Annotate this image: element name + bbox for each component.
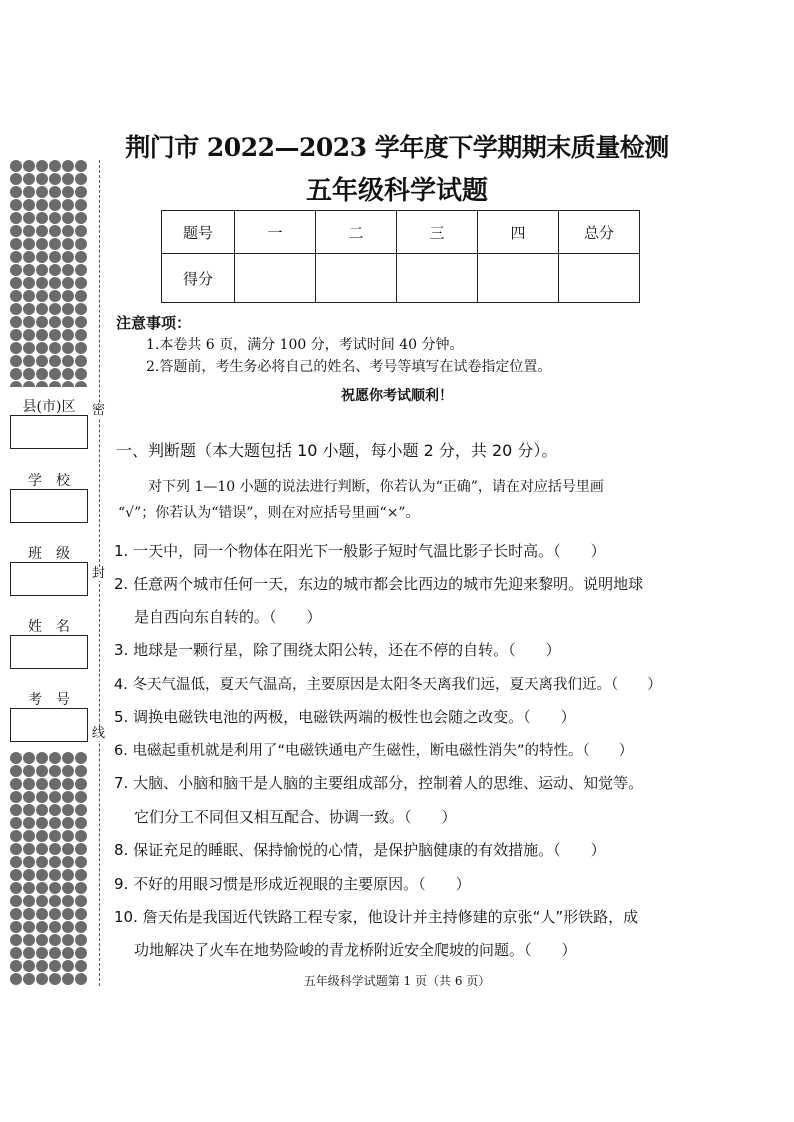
field-label-school: 学 校 (28, 473, 70, 489)
seal-char-xian: 线 (92, 726, 106, 741)
binding-dot (75, 303, 87, 315)
binding-dot (49, 908, 61, 920)
name-field[interactable] (10, 635, 88, 669)
binding-dot (23, 290, 35, 302)
binding-dot (36, 843, 48, 855)
binding-dot (23, 921, 35, 933)
binding-dot (36, 882, 48, 894)
seal-char-feng: 封 (92, 566, 106, 581)
binding-dot (49, 817, 61, 829)
binding-dot (62, 908, 74, 920)
binding-dot (62, 817, 74, 829)
binding-dot (49, 316, 61, 328)
question-line: 4. 冬天气温低，夏天气温高，主要原因是太阳冬天离我们远，夏天离我们近。（ ） (114, 677, 662, 693)
binding-dot (36, 212, 48, 224)
binding-dot-pattern-bottom (10, 752, 88, 986)
binding-dot (49, 290, 61, 302)
binding-dot (36, 895, 48, 907)
binding-dot (62, 355, 74, 367)
binding-dot (23, 960, 35, 972)
binding-dot (62, 830, 74, 842)
binding-dot (10, 342, 22, 354)
binding-dot (49, 342, 61, 354)
binding-dot (23, 947, 35, 959)
binding-dot (36, 277, 48, 289)
binding-dot (36, 290, 48, 302)
binding-dot (23, 316, 35, 328)
binding-dot (49, 238, 61, 250)
binding-dot (62, 765, 74, 777)
question-line: 9. 不好的用眼习惯是形成近视眼的主要原因。（ ） (114, 875, 471, 893)
binding-dot (62, 264, 74, 276)
binding-dot (36, 804, 48, 816)
section-heading: 一、判断题（本大题包括 10 小题，每小题 2 分，共 20 分）。 (116, 441, 558, 460)
page-footer: 五年级科学试题第 1 页（共 6 页） (303, 974, 491, 988)
binding-dot (36, 869, 48, 881)
binding-dot (36, 778, 48, 790)
binding-dot (23, 804, 35, 816)
binding-dot (62, 225, 74, 237)
binding-dot (75, 290, 87, 302)
binding-dot (62, 843, 74, 855)
field-label-county: 县(市)区 (22, 399, 76, 415)
binding-dot (75, 316, 87, 328)
binding-dot (62, 869, 74, 881)
binding-dot (36, 264, 48, 276)
binding-dot (10, 921, 22, 933)
binding-dot (75, 934, 87, 946)
binding-dot (49, 960, 61, 972)
binding-dot (10, 290, 22, 302)
binding-dot (36, 752, 48, 764)
binding-dot (23, 765, 35, 777)
binding-dot (10, 251, 22, 263)
score-cell[interactable] (478, 254, 559, 303)
binding-dot (62, 882, 74, 894)
score-table-header-cell: 三 (397, 211, 478, 254)
notice-item: 2.答题前，考生务必将自己的姓名、考号等填写在试卷指定位置。 (146, 359, 552, 375)
binding-dot (23, 251, 35, 263)
section-instruction: 对下列 1—10 小题的说法进行判断，你若认为“正确”，请在对应括号里画 (148, 479, 604, 495)
binding-dot (23, 830, 35, 842)
binding-dot (75, 960, 87, 972)
binding-dot (36, 856, 48, 868)
binding-dot (10, 882, 22, 894)
binding-dot (75, 895, 87, 907)
binding-dot (10, 212, 22, 224)
score-cell[interactable] (397, 254, 478, 303)
binding-dot (10, 908, 22, 920)
binding-dot (75, 830, 87, 842)
binding-dot (23, 869, 35, 881)
binding-dot (10, 765, 22, 777)
binding-dot (49, 791, 61, 803)
binding-dot (10, 355, 22, 367)
binding-dot (36, 342, 48, 354)
binding-dot (10, 752, 22, 764)
binding-dot (23, 934, 35, 946)
county-field[interactable] (10, 415, 88, 449)
binding-dot (62, 212, 74, 224)
binding-dot (62, 804, 74, 816)
binding-dot (36, 303, 48, 315)
binding-dot (75, 225, 87, 237)
binding-dot (62, 934, 74, 946)
binding-dot (62, 342, 74, 354)
binding-dot (49, 869, 61, 881)
binding-dot (75, 212, 87, 224)
binding-dot (62, 368, 74, 380)
binding-dot (62, 316, 74, 328)
notice-heading: 注意事项： (116, 314, 192, 332)
score-table-header-row (162, 211, 640, 254)
binding-dot (10, 817, 22, 829)
binding-dot (75, 355, 87, 367)
binding-dot (36, 368, 48, 380)
binding-dot (23, 882, 35, 894)
binding-dot (49, 752, 61, 764)
binding-dot (62, 277, 74, 289)
binding-dot (49, 368, 61, 380)
binding-dot (62, 329, 74, 341)
field-label-exam-number: 考 号 (28, 692, 70, 708)
binding-dot (49, 856, 61, 868)
binding-dot (62, 752, 74, 764)
binding-dot (75, 921, 87, 933)
binding-dot (62, 791, 74, 803)
exam-title: 荆门市 2022—2023 学年度下学期期末质量检测 (125, 133, 669, 162)
question-line: 功地解决了火车在地势险峻的青龙桥附近安全爬坡的问题。（ ） (134, 941, 577, 959)
binding-dot (75, 778, 87, 790)
binding-dot (36, 316, 48, 328)
binding-dot (75, 791, 87, 803)
binding-dot (10, 329, 22, 341)
binding-dot (62, 778, 74, 790)
binding-dot (49, 212, 61, 224)
binding-dot (49, 947, 61, 959)
binding-dot (23, 329, 35, 341)
binding-dot (49, 895, 61, 907)
binding-dot (36, 791, 48, 803)
binding-dot (49, 843, 61, 855)
score-row-label: 得分 (162, 254, 235, 303)
exam-number-field[interactable] (10, 708, 88, 742)
binding-dot (62, 921, 74, 933)
binding-dot (10, 934, 22, 946)
binding-dot (49, 778, 61, 790)
binding-dot (36, 251, 48, 263)
binding-dot (75, 752, 87, 764)
question-line: 3. 地球是一颗行星，除了围绕太阳公转，还在不停的自转。（ ） (114, 641, 561, 659)
question-line: 6. 电磁起重机就是利用了“电磁铁通电产生磁性，断电磁性消失”的特性。（ ） (114, 743, 634, 759)
binding-dot (75, 277, 87, 289)
score-cell[interactable] (559, 254, 640, 303)
binding-dot (62, 856, 74, 868)
binding-dot (62, 290, 74, 302)
binding-dot (23, 752, 35, 764)
binding-dot (23, 277, 35, 289)
binding-dot (36, 921, 48, 933)
score-table-header-cell: 题号 (162, 211, 235, 254)
binding-dot (75, 843, 87, 855)
binding-dot (10, 843, 22, 855)
binding-dot (49, 277, 61, 289)
binding-dot (62, 251, 74, 263)
question-line: 7. 大脑、小脑和脑干是人脑的主要组成部分，控制着人的思维、运动、知觉等。 (114, 774, 644, 792)
binding-dot (75, 251, 87, 263)
binding-dot (75, 869, 87, 881)
binding-dot (10, 277, 22, 289)
binding-dot (75, 804, 87, 816)
question-line: 是自西向东自转的。（ ） (134, 608, 322, 626)
binding-dot (23, 264, 35, 276)
binding-dot (36, 765, 48, 777)
binding-dot (36, 355, 48, 367)
binding-dot (49, 355, 61, 367)
binding-dot (36, 830, 48, 842)
binding-dot (10, 869, 22, 881)
field-label-name: 姓 名 (28, 619, 70, 635)
binding-dot (49, 264, 61, 276)
binding-dot (75, 329, 87, 341)
binding-dot (23, 342, 35, 354)
binding-dot (23, 895, 35, 907)
score-cell[interactable] (235, 254, 316, 303)
binding-dot (49, 921, 61, 933)
binding-dot (23, 355, 35, 367)
binding-dot (23, 778, 35, 790)
binding-dot (62, 960, 74, 972)
binding-dot (23, 225, 35, 237)
binding-dot (10, 225, 22, 237)
binding-dot (10, 316, 22, 328)
binding-dot (75, 765, 87, 777)
binding-dot (75, 264, 87, 276)
binding-dot (49, 251, 61, 263)
binding-dot (10, 791, 22, 803)
notice-item: 1.本卷共 6 页，满分 100 分，考试时间 40 分钟。 (146, 337, 464, 353)
section-instruction: “√”；你若认为“错误”，则在对应括号里画“×”。 (118, 505, 420, 521)
binding-dot (10, 303, 22, 315)
binding-dot (36, 934, 48, 946)
binding-dot (36, 225, 48, 237)
binding-dot (49, 765, 61, 777)
binding-dot (75, 817, 87, 829)
good-luck-text: 祝愿你考试顺利！ (341, 388, 453, 404)
exam-subtitle: 五年级科学试题 (305, 176, 488, 206)
binding-dot (10, 856, 22, 868)
class-field[interactable] (10, 562, 88, 596)
binding-dot (62, 947, 74, 959)
binding-dot (75, 342, 87, 354)
question-line: 10. 詹天佑是我国近代铁路工程专家，他设计并主持修建的京张“人”形铁路，成 (114, 908, 639, 926)
binding-dot (36, 960, 48, 972)
binding-dot (23, 856, 35, 868)
binding-dot (49, 225, 61, 237)
binding-dot (62, 238, 74, 250)
binding-dot (10, 264, 22, 276)
score-table-header-cell: 四 (478, 211, 559, 254)
binding-dot (23, 817, 35, 829)
score-table-score-row (162, 254, 640, 303)
binding-dot (23, 212, 35, 224)
binding-dot (75, 908, 87, 920)
binding-dot (23, 303, 35, 315)
binding-dot (49, 882, 61, 894)
field-label-class: 班 级 (28, 546, 70, 562)
binding-dot (10, 947, 22, 959)
binding-dot (75, 238, 87, 250)
binding-dot (23, 238, 35, 250)
binding-dot (36, 238, 48, 250)
binding-dot (23, 791, 35, 803)
binding-dot (36, 947, 48, 959)
binding-dot (49, 303, 61, 315)
score-table-header-cell: 二 (316, 211, 397, 254)
binding-dot (75, 882, 87, 894)
score-table-header-cell: 一 (235, 211, 316, 254)
binding-dot (49, 934, 61, 946)
binding-dot (62, 895, 74, 907)
binding-dot (36, 329, 48, 341)
binding-dot (10, 830, 22, 842)
score-table (161, 210, 640, 303)
binding-dot (75, 947, 87, 959)
binding-dot (75, 368, 87, 380)
binding-dot (23, 908, 35, 920)
binding-dot (10, 804, 22, 816)
binding-dot (23, 843, 35, 855)
binding-dot (49, 804, 61, 816)
binding-dot (49, 329, 61, 341)
binding-dot (10, 238, 22, 250)
school-field[interactable] (10, 489, 88, 523)
binding-dot (10, 368, 22, 380)
binding-dot (62, 303, 74, 315)
binding-dot (23, 368, 35, 380)
binding-dot (10, 895, 22, 907)
binding-dot (49, 830, 61, 842)
binding-dot (36, 908, 48, 920)
score-cell[interactable] (316, 254, 397, 303)
binding-dot (10, 960, 22, 972)
question-line: 它们分工不同但又相互配合、协调一致。（ ） (134, 808, 457, 826)
seal-char-mi: 密 (92, 403, 106, 418)
binding-dot (36, 817, 48, 829)
question-line: 5. 调换电磁铁电池的两极，电磁铁两端的极性也会随之改变。（ ） (114, 708, 576, 726)
binding-dot (10, 778, 22, 790)
question-line: 8. 保证充足的睡眠、保持愉悦的心情，是保护脑健康的有效措施。（ ） (114, 841, 606, 859)
binding-dot (75, 856, 87, 868)
score-table-header-cell: 总分 (559, 211, 640, 254)
question-line: 2. 任意两个城市任何一天，东边的城市都会比西边的城市先迎来黎明。说明地球 (114, 575, 644, 593)
question-line: 1. 一天中，同一个物体在阳光下一般影子短时气温比影子长时高。（ ） (114, 542, 606, 560)
